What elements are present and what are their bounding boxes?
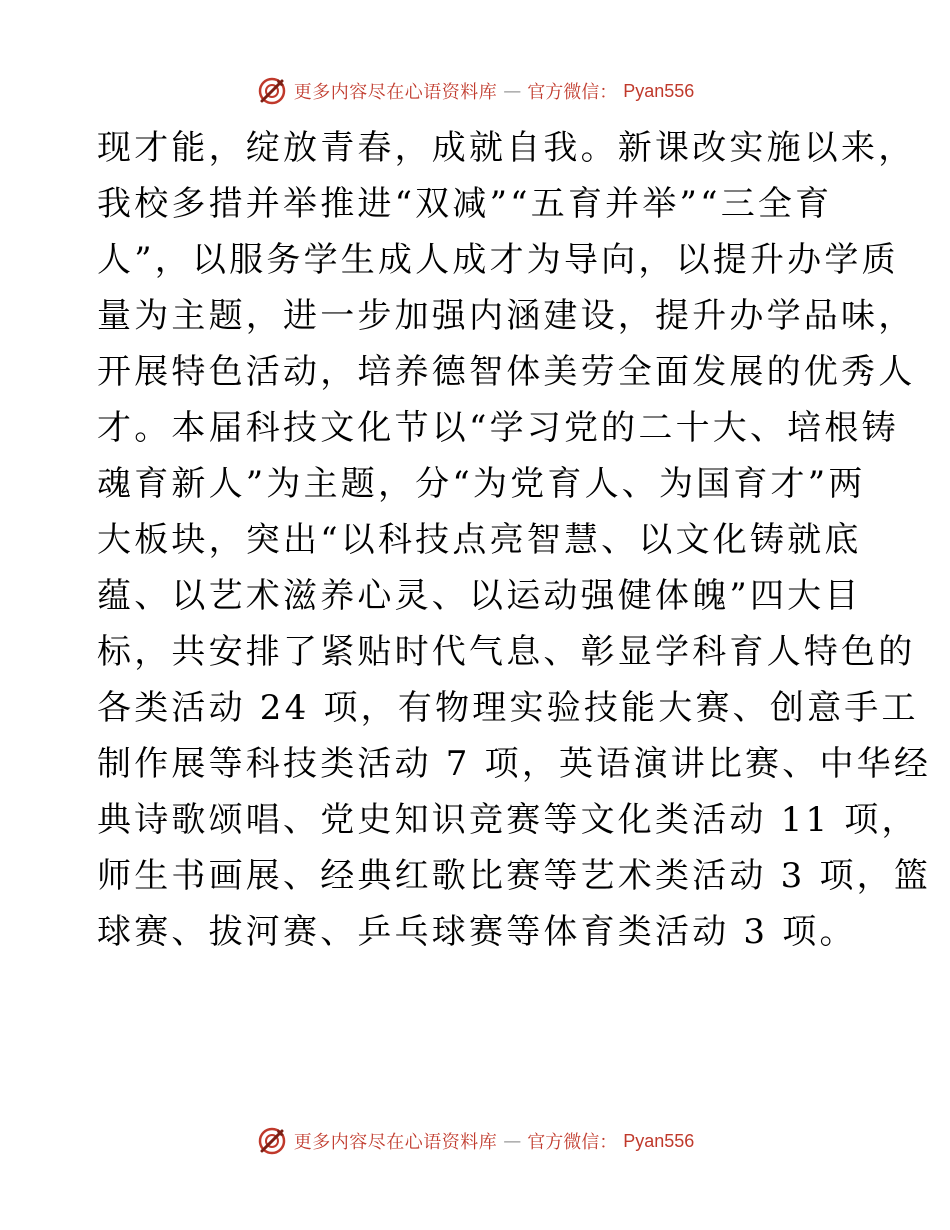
body-line: 现才能，绽放青春，成就自我。新课改实施以来， (97, 128, 916, 168)
footer-watermark (0, 1124, 950, 1158)
watermark-site-text: 更多内容尽在心语资料库 (293, 1132, 498, 1153)
body-line: 标，共安排了紧贴时代气息、彰显学科育人特色的 (97, 632, 916, 672)
body-line: 各类活动 24 项，有物理实验技能大赛、创意手工 (97, 688, 919, 728)
body-line: 蕴、以艺术滋养心灵、以运动强健体魄”四大目 (97, 576, 862, 616)
watermark-dash: — (503, 80, 522, 102)
watermark-wechat-id: Pyan556 (623, 1130, 695, 1151)
body-line: 我校多措并举推进“双减”“五育并举”“三全育 (97, 184, 833, 224)
watermark-wechat-label: 官方微信： (527, 82, 618, 103)
body-line: 球赛、拔河赛、乒乓球赛等体育类活动 3 项。 (97, 912, 857, 952)
watermark-site-text: 更多内容尽在心语资料库 (293, 82, 498, 103)
body-line: 师生书画展、经典红歌比赛等艺术类活动 3 项，篮 (97, 856, 932, 896)
watermark-wechat-label: 官方微信： (527, 1132, 618, 1153)
body-line: 大板块，突出“以科技点亮智慧、以文化铸就底 (97, 520, 862, 560)
body-line: 制作展等科技类活动 7 项，英语演讲比赛、中华经 (97, 744, 932, 784)
header-watermark (0, 74, 950, 108)
watermark-dash: — (503, 1130, 522, 1152)
body-line: 才。本届科技文化节以“学习党的二十大、培根铸 (97, 408, 899, 448)
body-line: 魂育新人”为主题，分“为党育人、为国育才”两 (97, 464, 866, 504)
body-line: 量为主题，进一步加强内涵建设，提升办学品味， (97, 296, 916, 336)
logo-icon (256, 1125, 288, 1157)
body-line: 人”，以服务学生成人成才为导向，以提升办学质 (97, 240, 899, 280)
document-body (97, 120, 932, 960)
watermark-wechat-id: Pyan556 (623, 80, 695, 101)
body-line: 开展特色活动，培养德智体美劳全面发展的优秀人 (97, 352, 916, 392)
body-line: 典诗歌颂唱、党史知识竞赛等文化类活动 11 项， (97, 800, 919, 840)
logo-icon (256, 75, 288, 107)
